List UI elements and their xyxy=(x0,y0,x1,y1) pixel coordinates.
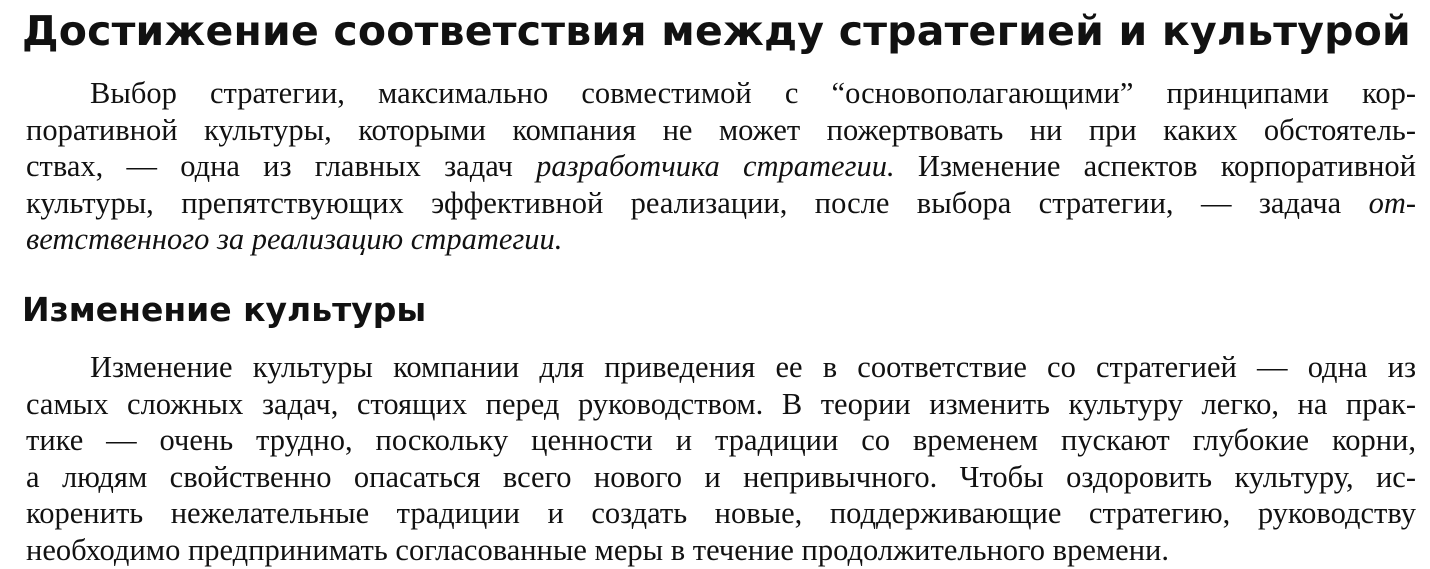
paragraph-strategy-culture-fit xyxy=(26,75,1416,258)
paragraph-line: тике — очень трудно, поскольку ценности и традиции со временем пускают глубокие корни, xyxy=(26,423,1416,458)
subsection-heading: Изменение культуры xyxy=(22,290,427,329)
paragraph-line: поративной культуры, которыми компания не может пожертвовать ни при каких обстоятель- xyxy=(26,112,1416,147)
emphasis-strategist: разработчика стратегии. xyxy=(536,149,895,184)
section-heading: Достижение соответствия между стратегией и культурой xyxy=(22,7,1411,55)
emphasis-implementer-cont: ветственного за реализацию стратегии. xyxy=(26,222,563,257)
paragraph-line xyxy=(26,221,1416,258)
text-run: Изменение аспектов корпоративной xyxy=(894,149,1416,184)
paragraph-line: Изменение культуры компании для приведения ее в соответствие со стратегией — одна из xyxy=(90,350,1416,384)
paragraph-line: самых сложных задач, стоящих перед руководством. В теории изменить культуру легко, на прак- xyxy=(26,386,1416,421)
paragraph-line: а людям свойственно опасаться всего нового и непривычного. Чтобы оздоровить культуру, ис- xyxy=(26,459,1416,494)
emphasis-implementer: от- xyxy=(1368,185,1416,220)
paragraph-line: коренить нежелательные традиции и создать новые, поддерживающие стратегию, руководству xyxy=(26,496,1416,531)
paragraph-line xyxy=(26,148,1416,185)
paragraph-line: необходимо предпринимать согласованные меры в течение продолжительного времени. xyxy=(26,532,1169,567)
paragraph-line xyxy=(26,185,1416,222)
paragraph-changing-culture xyxy=(26,349,1416,569)
text-run: культуры, препятствующих эффективной реализации, после выбора стратегии, — задача xyxy=(26,185,1369,220)
text-run: ствах, — одна из главных задач xyxy=(26,149,537,184)
paragraph-line: Выбор стратегии, максимально совместимой с “основополагающими” принципами кор- xyxy=(90,76,1416,110)
